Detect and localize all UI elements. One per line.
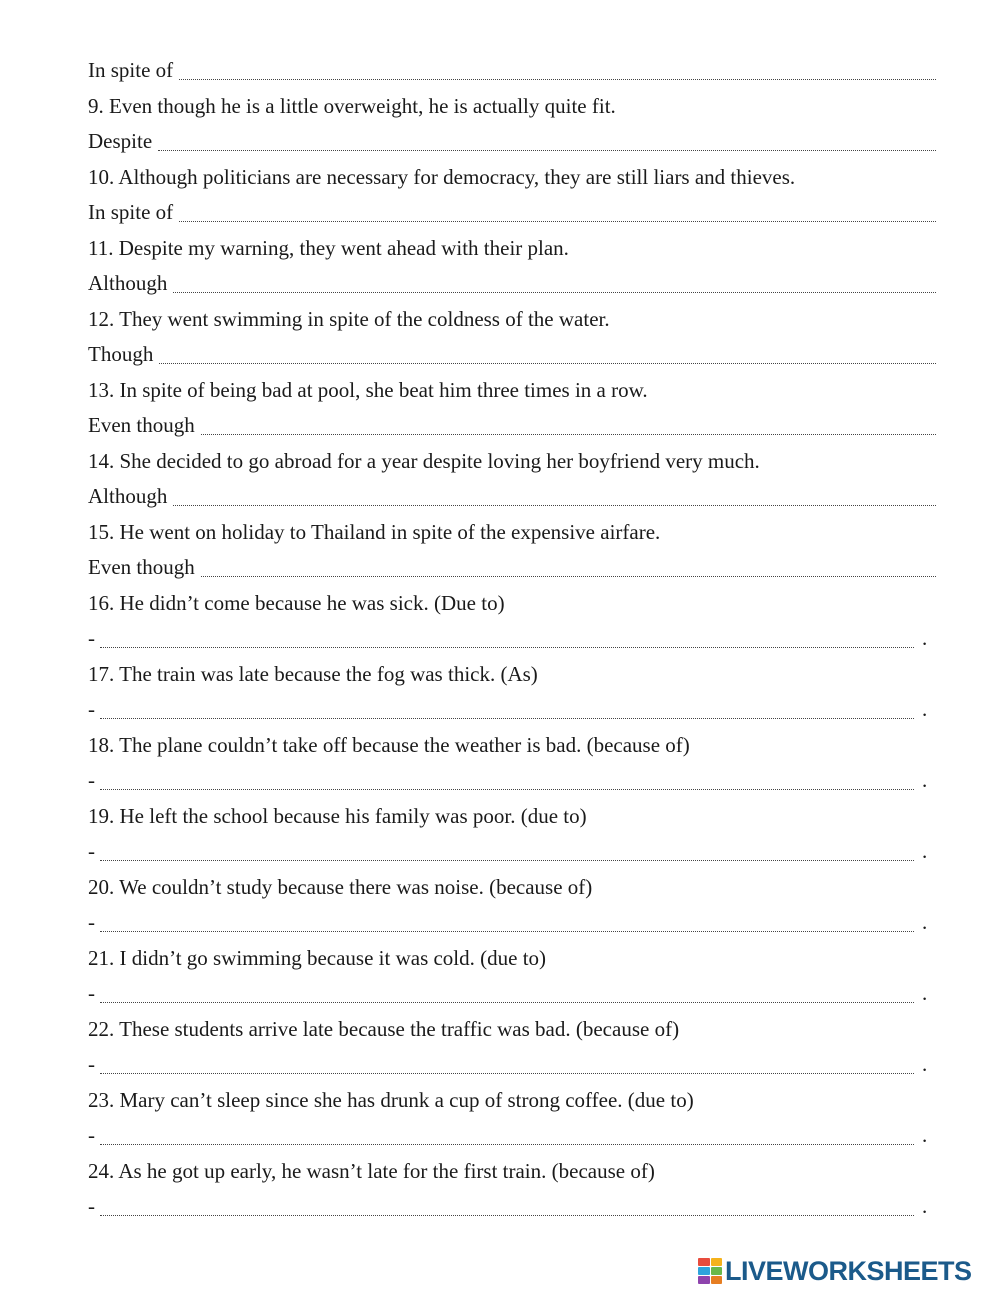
answer-blank[interactable] — [158, 150, 936, 151]
answer-dash: - — [88, 910, 95, 935]
answer-period: . — [922, 839, 928, 864]
answer-line — [88, 195, 936, 231]
answer-line — [88, 479, 936, 515]
answer-blank[interactable] — [100, 1215, 914, 1216]
answer-period: . — [922, 981, 928, 1006]
answer-dash: - — [88, 768, 95, 793]
answer-lead-word: Although — [88, 484, 168, 509]
answer-period: . — [922, 1194, 928, 1219]
logo-tile — [698, 1258, 710, 1266]
answer-blank[interactable] — [201, 434, 936, 435]
answer-period: . — [922, 768, 928, 793]
logo-text: LIVEWORKSHEETS — [725, 1255, 972, 1286]
answer-lead-word: Even though — [88, 413, 195, 438]
logo-tile — [698, 1276, 710, 1284]
exercise-sentence: 17. The train was late because the fog was thick. (As) — [88, 661, 538, 686]
exercise-sentence: 18. The plane couldn’t take off because the weather is bad. (because of) — [88, 732, 690, 757]
answer-lead-word: Though — [88, 342, 154, 367]
answer-line — [88, 337, 936, 373]
answer-dash: - — [88, 626, 95, 651]
answer-lead-word: Despite — [88, 129, 153, 154]
answer-line — [88, 905, 936, 941]
answer-period: . — [922, 910, 928, 935]
answer-dash: - — [88, 1052, 95, 1077]
answer-line — [88, 763, 936, 799]
answer-period: . — [922, 1052, 928, 1077]
answer-line — [88, 1189, 936, 1225]
answer-blank[interactable] — [100, 860, 914, 861]
answer-line — [88, 1118, 936, 1154]
answer-blank[interactable] — [100, 647, 914, 648]
answer-blank[interactable] — [100, 931, 914, 932]
answer-blank[interactable] — [100, 718, 914, 719]
exercise-sentence: 11. Despite my warning, they went ahead with their plan. — [88, 235, 569, 260]
answer-dash: - — [88, 697, 95, 722]
exercise-sentence: 21. I didn’t go swimming because it was cold. (due to) — [88, 945, 547, 970]
answer-lead-word: Although — [88, 271, 168, 296]
exercise-sentence: 14. She decided to go abroad for a year despite loving her boyfriend very much. — [88, 448, 760, 473]
answer-line — [88, 550, 936, 586]
answer-dash: - — [88, 1194, 95, 1219]
answer-blank[interactable] — [179, 79, 936, 80]
exercise-sentence: 13. In spite of being bad at pool, she beat him three times in a row. — [88, 377, 648, 402]
answer-dash: - — [88, 981, 95, 1006]
answer-dash: - — [88, 839, 95, 864]
exercise-sentence: 24. As he got up early, he wasn’t late for the first train. (because of) — [88, 1158, 655, 1183]
worksheet — [88, 53, 936, 1225]
exercise-sentence: 15. He went on holiday to Thailand in spite of the expensive airfare. — [88, 519, 661, 544]
answer-lead-word: Even though — [88, 555, 195, 580]
logo-tile — [711, 1267, 723, 1275]
exercise-sentence: 10. Although politicians are necessary for democracy, they are still liars and thieves. — [88, 164, 796, 189]
answer-blank[interactable] — [173, 292, 936, 293]
answer-blank[interactable] — [201, 576, 936, 577]
liveworksheets-logo-icon — [698, 1258, 722, 1284]
answer-line — [88, 834, 936, 870]
answer-line — [88, 976, 936, 1012]
answer-dash: - — [88, 1123, 95, 1148]
answer-blank[interactable] — [100, 1002, 914, 1003]
logo-tile — [698, 1267, 710, 1275]
answer-line — [88, 1047, 936, 1083]
answer-period: . — [922, 697, 928, 722]
exercise-sentence: 22. These students arrive late because the traffic was bad. (because of) — [88, 1016, 680, 1041]
answer-line — [88, 266, 936, 302]
answer-line — [88, 692, 936, 728]
logo-tile — [711, 1258, 723, 1266]
exercise-sentence: 23. Mary can’t sleep since she has drunk a cup of strong coffee. (due to) — [88, 1087, 694, 1112]
answer-period: . — [922, 1123, 928, 1148]
answer-blank[interactable] — [100, 1073, 914, 1074]
answer-blank[interactable] — [159, 363, 936, 364]
answer-lead-word: In spite of — [88, 58, 174, 83]
liveworksheets-logo[interactable] — [698, 1256, 972, 1286]
answer-blank[interactable] — [173, 505, 936, 506]
exercise-sentence: 19. He left the school because his family was poor. (due to) — [88, 803, 587, 828]
answer-lead-word: In spite of — [88, 200, 174, 225]
exercise-sentence: 12. They went swimming in spite of the coldness of the water. — [88, 306, 610, 331]
exercise-sentence: 16. He didn’t come because he was sick. (Due to) — [88, 590, 505, 615]
logo-tile — [711, 1276, 723, 1284]
answer-line — [88, 53, 936, 89]
exercise-sentence: 9. Even though he is a little overweight, he is actually quite fit. — [88, 93, 616, 118]
answer-line — [88, 408, 936, 444]
answer-blank[interactable] — [179, 221, 936, 222]
answer-period: . — [922, 626, 928, 651]
answer-blank[interactable] — [100, 1144, 914, 1145]
answer-line — [88, 621, 936, 657]
answer-blank[interactable] — [100, 789, 914, 790]
answer-line — [88, 124, 936, 160]
exercise-sentence: 20. We couldn’t study because there was noise. (because of) — [88, 874, 593, 899]
